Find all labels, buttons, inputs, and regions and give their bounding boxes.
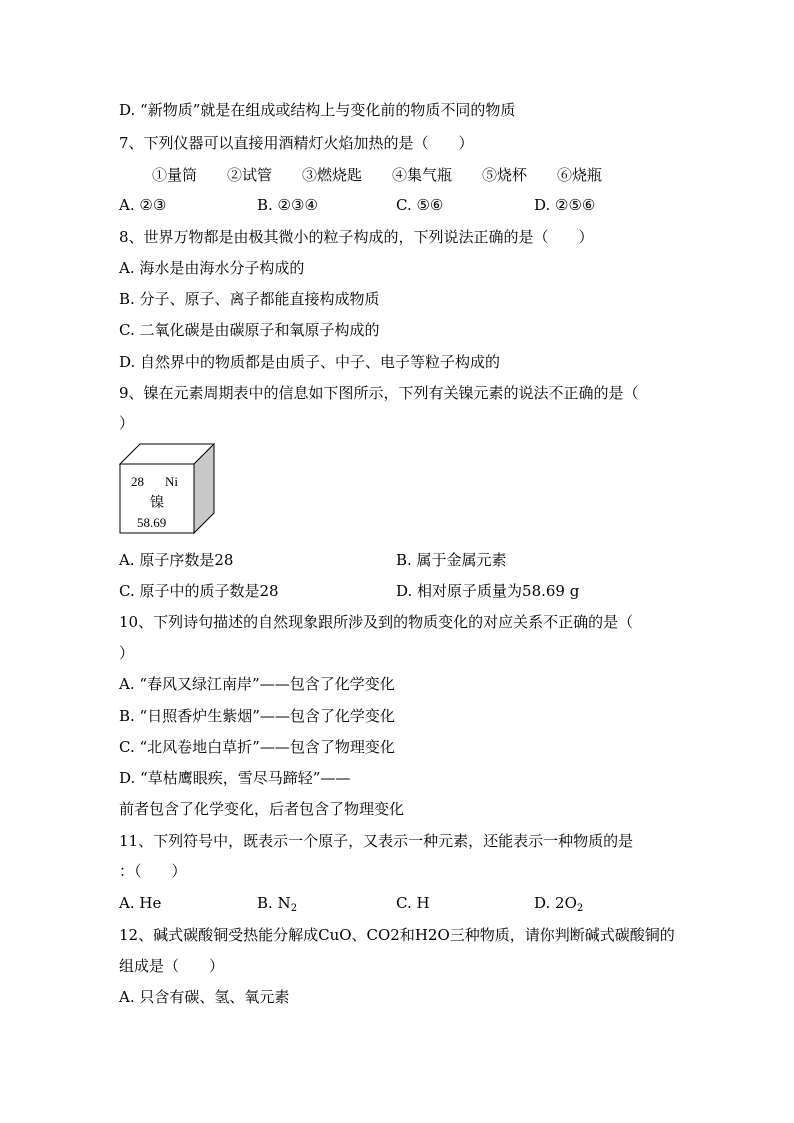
option-d-text: D. 2O bbox=[534, 894, 577, 912]
question-11-option-b bbox=[257, 893, 297, 913]
element-cell-nickel bbox=[119, 443, 219, 535]
question-10-stem: 10、下列诗句描述的自然现象跟所涉及到的物质变化的对应关系不正确的是（ bbox=[119, 613, 634, 631]
element-symbol: Ni bbox=[165, 474, 178, 489]
atomic-mass: 58.69 bbox=[137, 515, 167, 530]
question-9-stem-cont: ） bbox=[119, 414, 135, 432]
question-9-option-a: A. 原子序数是28 bbox=[119, 551, 234, 569]
question-12-stem: 12、碱式碳酸铜受热能分解成CuO、CO2和H2O三种物质，请你判断碱式碳酸铜的 bbox=[119, 926, 675, 944]
question-8-option-a: A. 海水是由海水分子构成的 bbox=[119, 259, 305, 277]
question-10-option-a: A. “春风又绿江南岸”——包含了化学变化 bbox=[119, 675, 395, 693]
question-9-option-c: C. 原子中的质子数是28 bbox=[119, 582, 279, 600]
question-9-stem: 9、镍在元素周期表中的信息如下图所示，下列有关镍元素的说法不正确的是（ bbox=[119, 384, 639, 402]
option-d-subscript: 2 bbox=[576, 903, 584, 914]
option-b-text: B. N bbox=[257, 894, 291, 912]
question-10-option-b: B. “日照香炉生紫烟”——包含了化学变化 bbox=[119, 707, 395, 725]
option-b-subscript: 2 bbox=[290, 903, 298, 914]
question-12-option-a: A. 只含有碳、氢、氧元素 bbox=[119, 988, 290, 1006]
question-7-option-c: C. ⑤⑥ bbox=[396, 196, 444, 214]
question-10-option-d-cont: 前者包含了化学变化，后者包含了物理变化 bbox=[119, 800, 405, 818]
question-7-stem: 7、下列仪器可以直接用酒精灯火焰加热的是（ ） bbox=[119, 134, 474, 152]
question-6-option-d: D. “新物质”就是在组成或结构上与变化前的物质不同的物质 bbox=[119, 101, 516, 119]
question-11-option-c: C. H bbox=[396, 894, 430, 912]
question-7-option-b: B. ②③④ bbox=[257, 196, 318, 214]
question-7-option-a: A. ②③ bbox=[119, 196, 167, 214]
element-name: 镍 bbox=[150, 496, 164, 511]
question-8-option-c: C. 二氧化碳是由碳原子和氧原子构成的 bbox=[119, 321, 380, 339]
question-11-stem-cont: ：（ ） bbox=[119, 862, 187, 880]
question-8-stem: 8、世界万物都是由极其微小的粒子构成的，下列说法正确的是（ ） bbox=[119, 228, 594, 246]
question-11-stem: 11、下列符号中，既表示一个原子，又表示一种元素，还能表示一种物质的是 bbox=[119, 832, 634, 850]
question-12-stem-cont: 组成是（ ） bbox=[119, 957, 225, 975]
question-10-option-c: C. “北风卷地白草折”——包含了物理变化 bbox=[119, 738, 395, 756]
question-9-option-d: D. 相对原子质量为58.69 g bbox=[396, 582, 580, 600]
question-9-option-b: B. 属于金属元素 bbox=[396, 551, 507, 569]
question-11-option-d bbox=[534, 893, 583, 913]
question-8-option-b: B. 分子、原子、离子都能直接构成物质 bbox=[119, 290, 380, 308]
question-7-items: ①量筒 ②试管 ③燃烧匙 ④集气瓶 ⑤烧杯 ⑥烧瓶 bbox=[152, 166, 603, 184]
question-8-option-d: D. 自然界中的物质都是由质子、中子、电子等粒子构成的 bbox=[119, 353, 501, 371]
question-10-stem-cont: ） bbox=[119, 644, 135, 662]
question-10-option-d: D. “草枯鹰眼疾，雪尽马蹄轻”—— bbox=[119, 769, 351, 787]
question-7-option-d: D. ②⑤⑥ bbox=[534, 196, 596, 214]
atomic-number: 28 bbox=[131, 474, 144, 489]
question-11-option-a: A. He bbox=[119, 894, 162, 912]
